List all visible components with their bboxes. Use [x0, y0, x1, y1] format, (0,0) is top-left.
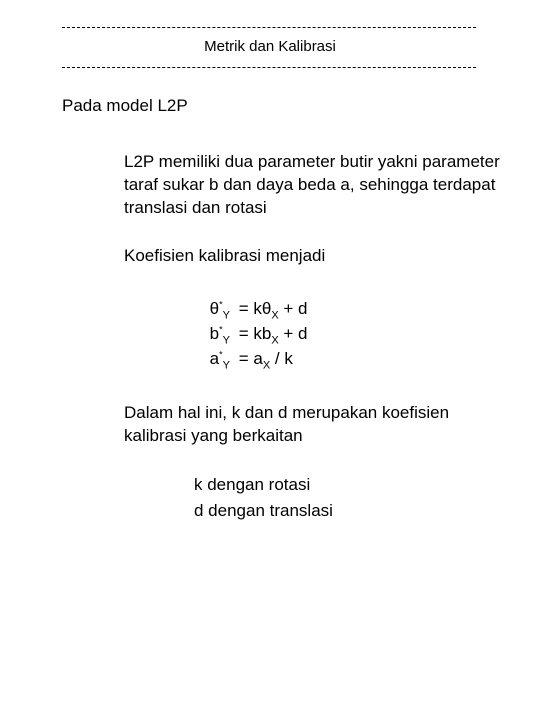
- slide-header-title: Metrik dan Kalibrasi: [204, 38, 336, 55]
- formula-lhs-symbol: b: [209, 324, 220, 343]
- formula-rhs-tail: + d: [278, 324, 308, 343]
- formula-lhs: [190, 346, 230, 371]
- formula-rhs: [238, 349, 293, 372]
- formula-rhs-sub: X: [271, 334, 279, 347]
- formula-a: [190, 346, 308, 371]
- header-dashed-divider-bottom: [62, 67, 476, 68]
- formula-lhs-sub: Y: [222, 309, 230, 322]
- formula-rhs-tail: + d: [278, 299, 308, 318]
- formula-lhs-sup: *: [219, 349, 223, 360]
- formula-lhs-sup: *: [219, 299, 223, 310]
- association-list: [194, 472, 333, 524]
- header-dashed-divider-top: [62, 27, 476, 28]
- association-translation: d dengan translasi: [194, 501, 333, 520]
- formula-rhs-sub: X: [262, 359, 271, 372]
- section-heading: Pada model L2P: [62, 96, 188, 115]
- formula-rhs-main: = a: [238, 349, 263, 368]
- formula-rhs: [238, 299, 308, 322]
- paragraph-parameters: L2P memiliki dua parameter butir yakni parameter taraf sukar b dan daya beda a, sehingga terdapat translasi dan rotasi: [124, 152, 500, 217]
- formula-rhs-sub: X: [271, 309, 279, 322]
- formula-rhs: [238, 324, 308, 347]
- formula-lhs: [190, 296, 230, 321]
- formula-lhs: [190, 321, 230, 346]
- paragraph-interpretation: Dalam hal ini, k dan d merupakan koefisien kalibrasi yang berkaitan: [124, 403, 450, 445]
- formula-lhs-sub: Y: [222, 334, 230, 347]
- paragraph-coefficients: Koefisien kalibrasi menjadi: [124, 246, 326, 265]
- formula-lhs-symbol: a: [209, 349, 220, 368]
- formula-lhs-symbol: θ: [209, 299, 220, 318]
- formula-b: [190, 321, 308, 346]
- formula-lhs-sub: Y: [222, 359, 230, 372]
- formula-lhs-sup: *: [219, 324, 223, 335]
- formula-rhs-main: = kb: [238, 324, 272, 343]
- formula-block: [190, 296, 308, 371]
- formula-rhs-main: = kθ: [238, 299, 272, 318]
- formula-rhs-tail: / k: [270, 349, 293, 368]
- formula-theta: [190, 296, 308, 321]
- association-rotation: k dengan rotasi: [194, 475, 311, 494]
